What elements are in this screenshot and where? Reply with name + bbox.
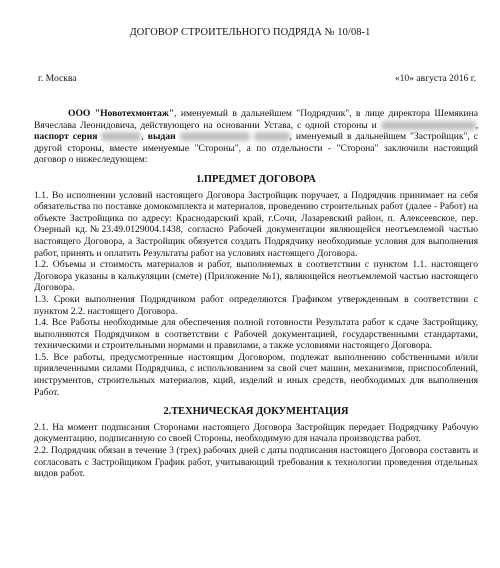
preamble-text-2: , именуемый в дальнейшем "Застройщик", с другой стороны, вместе именуемые "Стороны", а по отдельности - "Сторона" заключили настоящий договор о нижеследующем: xyxy=(34,131,479,166)
preamble-text-1: , именуемый в дальнейшем "Подрядчик", в лице директора Шемякина Вячеслава Леонидовича, действующего на основании Устава, с одной стороны и xyxy=(34,108,478,131)
contractor-name: ООО "Новотехмонтаж" xyxy=(68,108,175,119)
clause-1-4: 1.4. Все Работы необходимые для обеспечения полной готовности Результата работ к сдаче Застройщику, выполняются Подрядчиком в соответствии с Рабочей документацией, государственными стандартами, техническими и строительными нормами и правилами, а также условиями настоящего Договора. xyxy=(34,317,478,352)
clause-1-5: 1.5. Все работы, предусмотренные настоящим Договором, подлежат выполнению собственными и/или привлеченными силами Подрядчика, с использованием за свой счет машин, механизмов, приспособлений, инструментов, строительных материалов, кций, изделий и иных средств, необходимых для выполнения Работ. xyxy=(34,351,478,398)
section-1-heading: 1.ПРЕДМЕТ ДОГОВОРА xyxy=(196,173,316,185)
document-body xyxy=(34,108,478,480)
contract-date: «10» августа 2016 г. xyxy=(394,73,476,84)
redacted-date xyxy=(254,132,290,141)
page-bottom-fade xyxy=(0,554,500,568)
clause-1-1: 1.1. Во исполнении условий настоящего Договора Застройщик поручает, а Подрядчик принимает на себя обязательства по поставке домокомплекта и материалов, проведению строительных работ (далее - Работ) на объекте Застройщика по адресу: Краснодарский край, г.Сочи, Лазаревский район, п. Алексеевское, пер. Озерный кд.№23.49.0129004.1438, согласно Рабочей документации являющейся неотъемлемой частью настоящего Договора, а Застройщик обязуется создать Подрядчику необходимые условия для выполнения работ, принять и оплатить Результаты работ на условиях настоящего Договора. xyxy=(34,189,478,259)
passport-label: паспорт серия xyxy=(34,131,98,143)
preamble: ООО "Новотехмонтаж", именуемый в дальнейшем "Подрядчик", в лице директора Шемякина Вячеслава Леонидовича, действующего на основании Устава, с одной стороны и , паспорт серия , выдан , именуемый в дальнейшем "Застройщик", с другой стороны, вместе именуемые "Стороны", а по отдельности - "Сторона" заключили настоящий договор о нижеследующем: xyxy=(34,108,479,166)
redacted-name xyxy=(381,121,476,130)
document-title: ДОГОВОР СТРОИТЕЛЬНОГО ПОДРЯДА № 10/08-1 xyxy=(129,27,371,38)
clause-1-2: 1.2. Объемы и стоимость материалов и работ, выполняемых в соответствии с пунктом 1.1. настоящего Договора указаны в калькуляции (смете) (Приложение №1), являющейся неотъемлемой частью настоящего Договора. xyxy=(34,259,478,294)
contract-city: г. Москва xyxy=(38,73,77,84)
redacted-issuer xyxy=(180,132,250,141)
clause-1-3: 1.3. Сроки выполнения Подрядчиком работ определяются Графиком утвержденным в соответствии с пунктом 2.2. настоящего Договора. xyxy=(34,293,478,317)
issued-label: выдан xyxy=(147,131,176,143)
clause-2-2: 2.2. Подрядчик обязан в течение 3 (трех) рабочих дней с даты подписания настоящего Договора составить и согласовать с Застройщиком График работ, учитывающий требования к технологии проведения отдельных видов работ. xyxy=(34,445,478,480)
redacted-passport xyxy=(101,132,141,141)
section-2-heading: 2.ТЕХНИЧЕСКАЯ ДОКУМЕНТАЦИЯ xyxy=(163,406,349,418)
clause-2-1: 2.1. На момент подписания Сторонами настоящего Договора Застройщик передает Подрядчику Рабочую документацию, подписанную со своей Стороны, необходимую для начала производства работ. xyxy=(34,421,478,445)
